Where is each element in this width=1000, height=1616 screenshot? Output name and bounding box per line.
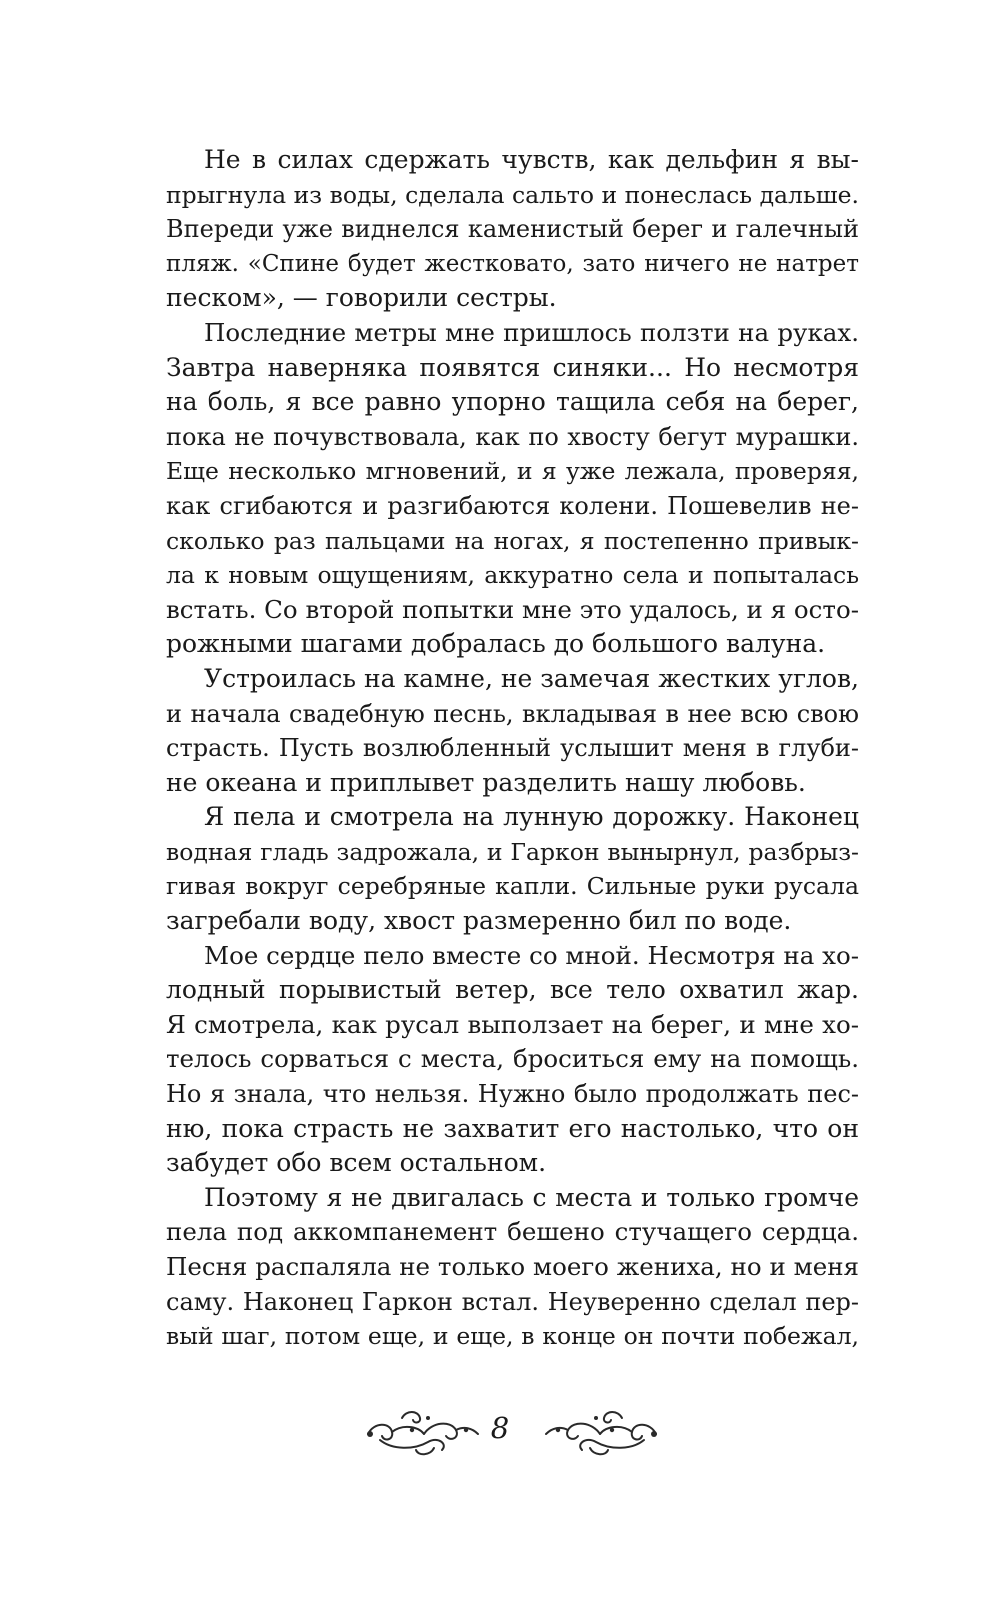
paragraph-4: [166, 800, 859, 938]
text-line: Последние метры мне пришлось ползти на руках.: [204, 317, 859, 347]
text-line: прыгнула из воды, сделала сальто и понеслась дальше.: [166, 180, 859, 209]
paragraph-5: [166, 939, 859, 1181]
text-line: ню, пока страсть не захватит его настолько, что он: [166, 1113, 859, 1143]
text-line: лодный порывистый ветер, все тело охватил жар.: [166, 975, 859, 1005]
text-line: Впереди уже виднелся каменистый берег и галечный: [166, 215, 859, 244]
text-line: вый шаг, потом еще, и еще, в конце он почти побежал,: [166, 1322, 859, 1351]
text-line: Песня распаляла не только моего жениха, но и меня: [166, 1252, 859, 1281]
paragraph-1: [166, 143, 859, 316]
text-line: телось сорваться с места, броситься ему на помощь.: [166, 1044, 859, 1074]
paragraph-6: [166, 1181, 859, 1354]
text-line: ла к новым ощущениям, аккуратно села и попыталась: [166, 561, 859, 590]
text-line: песком», — говорили сестры.: [166, 283, 557, 313]
text-line: встать. Со второй попытки мне это удалось, и я осто-: [166, 594, 859, 624]
text-line: водная гладь задрожала, и Гаркон вынырнул, разбрыз-: [166, 837, 859, 866]
text-line: Не в силах сдержать чувств, как дельфин я вы-: [204, 145, 859, 174]
text-line: как сгибаются и разгибаются колени. Пошевелив не-: [166, 491, 859, 520]
text-line: Я пела и смотрела на лунную дорожку. Наконец: [204, 802, 859, 832]
text-line: Еще несколько мгновений, и я уже лежала, проверяя,: [166, 457, 859, 486]
text-line: Поэтому я не двигалась с места и только громче: [204, 1182, 859, 1212]
text-line: пока не почувствовала, как по хвосту бегут мурашки.: [166, 422, 859, 451]
text-line: Устроилась на камне, не замечая жестких углов,: [204, 663, 859, 693]
left-flourish-icon: [362, 1404, 482, 1460]
page-text: [166, 143, 859, 1354]
text-line: рожными шагами добралась до большого валуна.: [166, 629, 826, 659]
page-number: 8: [490, 1411, 510, 1445]
text-line: Я смотрела, как русал выползает на берег, и мне хо-: [166, 1009, 859, 1039]
text-line: Но я знала, что нельзя. Нужно было продолжать пес-: [166, 1080, 859, 1109]
text-line: Завтра наверняка появятся синяки... Но несмотря: [166, 352, 859, 382]
paragraph-2: [166, 316, 859, 662]
text-line: сколько раз пальцами на ногах, я постепенно привык-: [166, 526, 859, 555]
text-line: загребали воду, хвост размеренно бил по воде.: [166, 906, 792, 936]
text-line: забудет обо всем остальном.: [166, 1148, 547, 1178]
right-flourish-icon: [542, 1404, 662, 1460]
text-line: гивая вокруг серебряные капли. Сильные руки русала: [166, 872, 859, 901]
text-line: и начала свадебную песнь, вкладывая в нее всю свою: [166, 699, 859, 728]
text-line: Мое сердце пело вместе со мной. Несмотря на хо-: [204, 940, 859, 970]
text-line: пела под аккомпанемент бешено стучащего сердца.: [166, 1217, 859, 1247]
text-line: на боль, я все равно упорно тащила себя на берег,: [166, 387, 859, 417]
text-line: страсть. Пусть возлюбленный услышит меня в глуби-: [166, 734, 859, 763]
text-line: пляж. «Спине будет жестковато, зато ничего не натрет: [166, 250, 859, 277]
text-line: саму. Наконец Гаркон встал. Неуверенно сделал пер-: [166, 1287, 859, 1316]
page-footer: [0, 1398, 1000, 1468]
paragraph-3: [166, 662, 859, 800]
text-line: не океана и приплывет разделить нашу любовь.: [166, 767, 806, 797]
